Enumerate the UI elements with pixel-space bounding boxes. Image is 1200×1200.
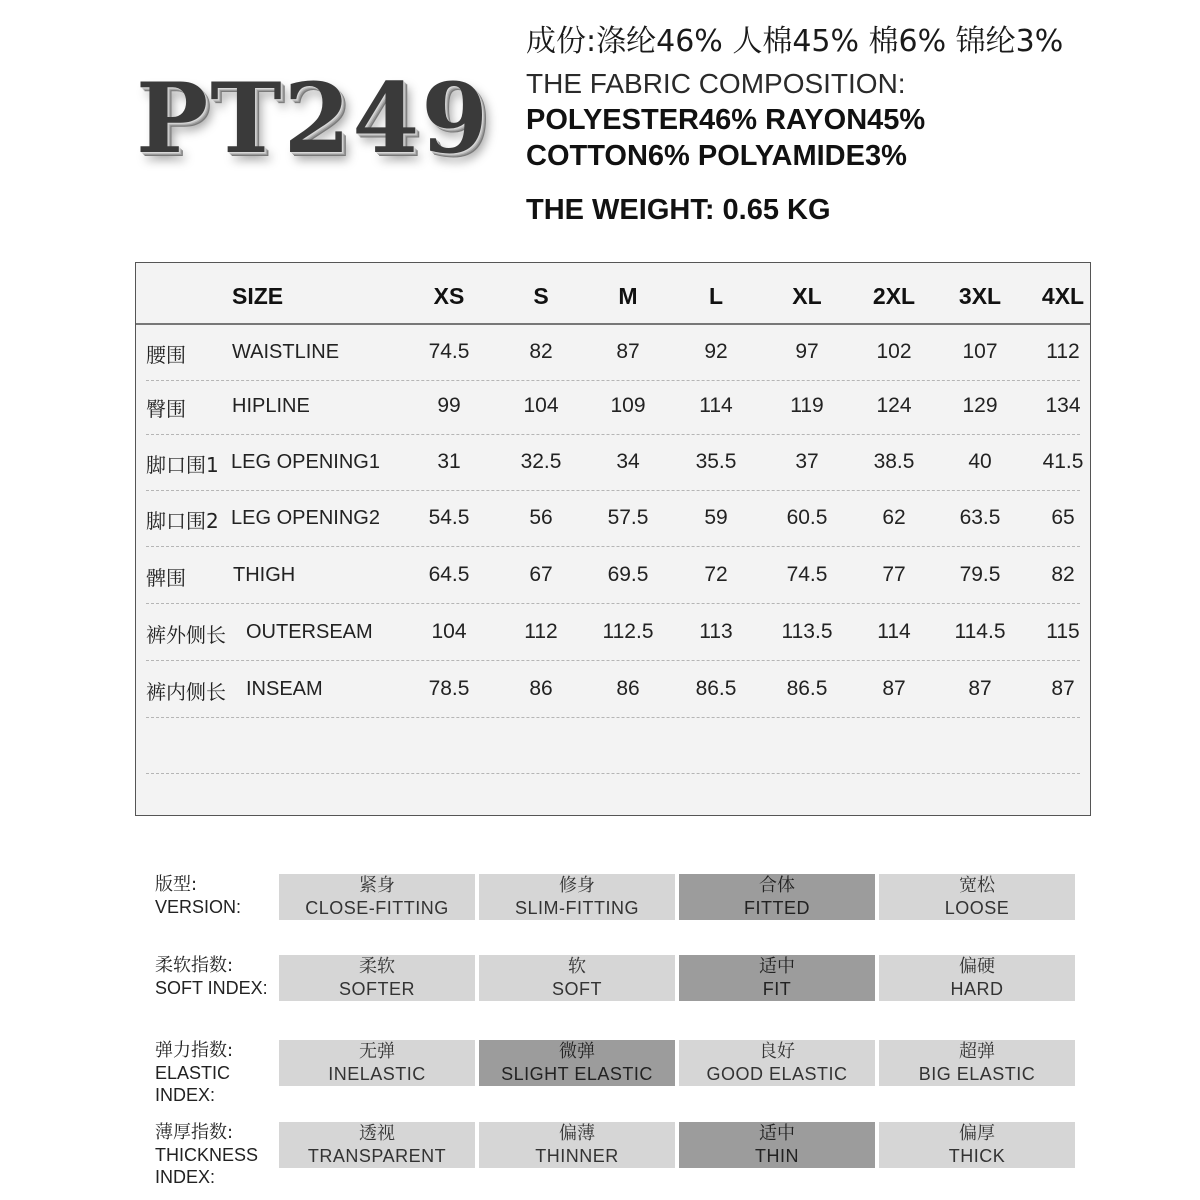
table-cell: 62 <box>882 506 906 529</box>
rating-option-en: SOFTER <box>338 979 415 999</box>
rating-option-cn: 软 <box>568 956 586 977</box>
rating-option-en: FIT <box>762 979 792 999</box>
table-cell: 32.5 <box>520 450 562 473</box>
rating-label <box>155 1040 275 1106</box>
table-cell: 69.5 <box>607 563 649 586</box>
table-cell: 134 <box>1045 394 1081 417</box>
table-cell: 87 <box>882 677 906 700</box>
table-cell: 63.5 <box>959 506 1001 529</box>
rating-option <box>279 1122 475 1168</box>
rating-option-cn: 偏薄 <box>559 1123 595 1144</box>
rating-option-cn: 紧身 <box>359 875 395 896</box>
table-cell: 60.5 <box>786 506 828 529</box>
rating-label-en: ELASTIC INDEX: <box>155 1063 231 1105</box>
table-cell: 129 <box>962 394 998 417</box>
rating-option-cn: 偏厚 <box>959 1123 995 1144</box>
rating-option-en: THICK <box>948 1146 1006 1166</box>
row-label-en: INSEAM <box>246 678 323 700</box>
table-cell: 67 <box>529 563 553 586</box>
rating-label-cn: 弹力指数: <box>155 1040 234 1061</box>
row-divider <box>146 603 1080 604</box>
row-label-cn: 裤外侧长 <box>146 623 226 647</box>
rating-option-en: SOFT <box>552 979 602 999</box>
rating-option-cn: 偏硬 <box>959 956 995 977</box>
size-header-s: S <box>533 283 549 309</box>
row-label-en: HIPLINE <box>232 395 310 417</box>
rating-label-en: THICKNESS INDEX: <box>155 1145 259 1187</box>
size-header-4xl: 4XL <box>1041 283 1085 309</box>
rating-option-en: FITTED <box>744 898 810 918</box>
rating-label-cn: 薄厚指数: <box>155 1122 234 1143</box>
table-cell: 56 <box>529 506 553 529</box>
table-cell: 57.5 <box>607 506 649 529</box>
rating-option-cn: 宽松 <box>959 875 995 896</box>
rating-option <box>879 955 1075 1001</box>
rating-option <box>479 955 675 1001</box>
table-row <box>136 548 1090 604</box>
table-cell: 107 <box>962 340 998 363</box>
size-header-2xl: 2XL <box>872 283 916 309</box>
table-cell: 40 <box>968 450 992 473</box>
rating-option <box>279 1040 475 1086</box>
table-cell: 112 <box>1046 340 1080 363</box>
table-row <box>136 325 1090 381</box>
table-cell: 65 <box>1051 506 1075 529</box>
rating-label-cn: 柔软指数: <box>155 955 234 976</box>
rating-option <box>879 874 1075 920</box>
size-header-m: M <box>618 283 638 309</box>
table-row <box>136 435 1090 491</box>
row-divider <box>146 546 1080 547</box>
composition-label: THE FABRIC COMPOSITION: <box>526 68 906 99</box>
rating-option <box>879 1040 1075 1086</box>
table-cell: 114 <box>699 394 733 417</box>
row-label-cn: 脚口围1 <box>146 453 219 477</box>
table-cell: 82 <box>529 340 553 363</box>
table-cell: 41.5 <box>1042 450 1084 473</box>
table-cell: 38.5 <box>873 450 915 473</box>
table-cell: 113.5 <box>781 620 833 643</box>
table-cell: 104 <box>523 394 559 417</box>
rating-option <box>479 874 675 920</box>
table-cell: 114.5 <box>954 620 1006 643</box>
rating-option-cn: 柔软 <box>359 956 395 977</box>
rating-option-cn: 适中 <box>759 956 795 977</box>
size-header-3xl: 3XL <box>958 283 1002 309</box>
table-row <box>136 662 1090 718</box>
table-cell: 109 <box>610 394 646 417</box>
rating-option <box>279 955 475 1001</box>
table-cell: 99 <box>437 394 461 417</box>
rating-label-cn: 版型: <box>155 874 198 895</box>
table-cell: 115 <box>1046 620 1080 643</box>
table-cell: 119 <box>790 394 824 417</box>
row-label-cn: 髀围 <box>146 566 186 590</box>
rating-option-cn: 良好 <box>759 1041 795 1062</box>
table-cell: 78.5 <box>428 677 470 700</box>
table-cell: 77 <box>882 563 906 586</box>
rating-option <box>479 1122 675 1168</box>
rating-label-en: VERSION: <box>155 897 242 917</box>
table-row <box>136 605 1090 661</box>
size-header-label: SIZE <box>232 283 284 309</box>
table-cell: 37 <box>795 450 819 473</box>
rating-label <box>155 955 275 999</box>
table-cell: 34 <box>616 450 640 473</box>
rating-option <box>679 955 875 1001</box>
table-cell: 97 <box>795 340 819 363</box>
weight-text: THE WEIGHT: 0.65 KG <box>526 194 831 226</box>
rating-option-cn: 修身 <box>559 875 595 896</box>
product-code-logo: PT249 <box>136 62 491 175</box>
table-cell: 64.5 <box>428 563 470 586</box>
table-cell: 59 <box>704 506 728 529</box>
size-header-xl: XL <box>792 283 822 309</box>
rating-label <box>155 874 275 918</box>
row-label-en: LEG OPENING2 <box>231 507 380 529</box>
rating-option <box>879 1122 1075 1168</box>
table-cell: 104 <box>431 620 467 643</box>
rating-option <box>479 1040 675 1086</box>
rating-option-cn: 合体 <box>759 875 795 896</box>
rating-label <box>155 1122 275 1188</box>
row-label-cn: 脚口围2 <box>146 509 219 533</box>
rating-option-en: BIG ELASTIC <box>918 1064 1036 1084</box>
table-cell: 86 <box>529 677 553 700</box>
rating-option-cn: 超弹 <box>959 1041 995 1062</box>
table-cell: 113 <box>699 620 733 643</box>
rating-option-en: THIN <box>755 1146 799 1166</box>
row-label-cn: 腰围 <box>146 343 186 367</box>
row-label-en: WAISTLINE <box>232 341 340 363</box>
fabric-info <box>526 22 1186 228</box>
rating-option-en: LOOSE <box>944 898 1010 918</box>
rating-option-cn: 透视 <box>359 1123 395 1144</box>
rating-option <box>679 1040 875 1086</box>
rating-option-en: TRANSPARENT <box>307 1146 447 1166</box>
size-header-xs: XS <box>433 283 465 309</box>
size-chart-table <box>135 262 1091 816</box>
rating-option-cn: 微弹 <box>559 1041 595 1062</box>
table-cell: 54.5 <box>428 506 470 529</box>
table-cell: 79.5 <box>959 563 1001 586</box>
table-cell: 112 <box>524 620 558 643</box>
rating-option-en: CLOSE-FITTING <box>305 898 449 918</box>
rating-option <box>679 1122 875 1168</box>
table-cell: 112.5 <box>602 620 654 643</box>
rating-option <box>679 874 875 920</box>
rating-option-cn: 无弹 <box>359 1041 395 1062</box>
composition-line-2: COTTON6% POLYAMIDE3% <box>526 140 907 172</box>
table-cell: 87 <box>968 677 992 700</box>
table-cell: 35.5 <box>695 450 737 473</box>
composition-cn: 成份:涤纶46% 人棉45% 棉6% 锦纶3% <box>526 24 1064 59</box>
size-header-row <box>136 263 1090 325</box>
rating-option-en: HARD <box>950 979 1004 999</box>
rating-option-en: SLIM-FITTING <box>515 898 639 918</box>
row-label-en: THIGH <box>233 564 296 586</box>
table-cell: 86.5 <box>786 677 828 700</box>
rating-option <box>279 874 475 920</box>
table-cell: 124 <box>876 394 912 417</box>
row-label-en: OUTERSEAM <box>246 621 373 643</box>
row-divider <box>146 660 1080 661</box>
table-cell: 31 <box>437 450 461 473</box>
table-cell: 86 <box>616 677 640 700</box>
row-label-cn: 臀围 <box>146 397 186 421</box>
row-label-en: LEG OPENING1 <box>231 451 380 473</box>
table-cell: 82 <box>1051 563 1075 586</box>
row-divider <box>146 717 1080 718</box>
table-cell: 87 <box>616 340 640 363</box>
table-cell: 114 <box>877 620 911 643</box>
rating-option-en: SLIGHT ELASTIC <box>501 1064 653 1084</box>
size-header-l: L <box>708 283 724 309</box>
rating-option-cn: 适中 <box>759 1123 795 1144</box>
table-cell: 102 <box>876 340 912 363</box>
table-row <box>136 379 1090 435</box>
rating-option-en: GOOD ELASTIC <box>706 1064 848 1084</box>
table-cell: 92 <box>704 340 728 363</box>
composition-line-1: POLYESTER46% RAYON45% <box>526 104 926 136</box>
table-row <box>136 491 1090 547</box>
table-cell: 86.5 <box>695 677 737 700</box>
table-cell: 87 <box>1051 677 1075 700</box>
table-cell: 74.5 <box>786 563 828 586</box>
rating-option-en: THINNER <box>535 1146 619 1166</box>
table-cell: 72 <box>704 563 728 586</box>
rating-option-en: INELASTIC <box>328 1064 426 1084</box>
row-label-cn: 裤内侧长 <box>146 680 226 704</box>
table-cell: 74.5 <box>428 340 470 363</box>
empty-row-divider <box>146 773 1080 774</box>
rating-label-en: SOFT INDEX: <box>155 978 268 998</box>
